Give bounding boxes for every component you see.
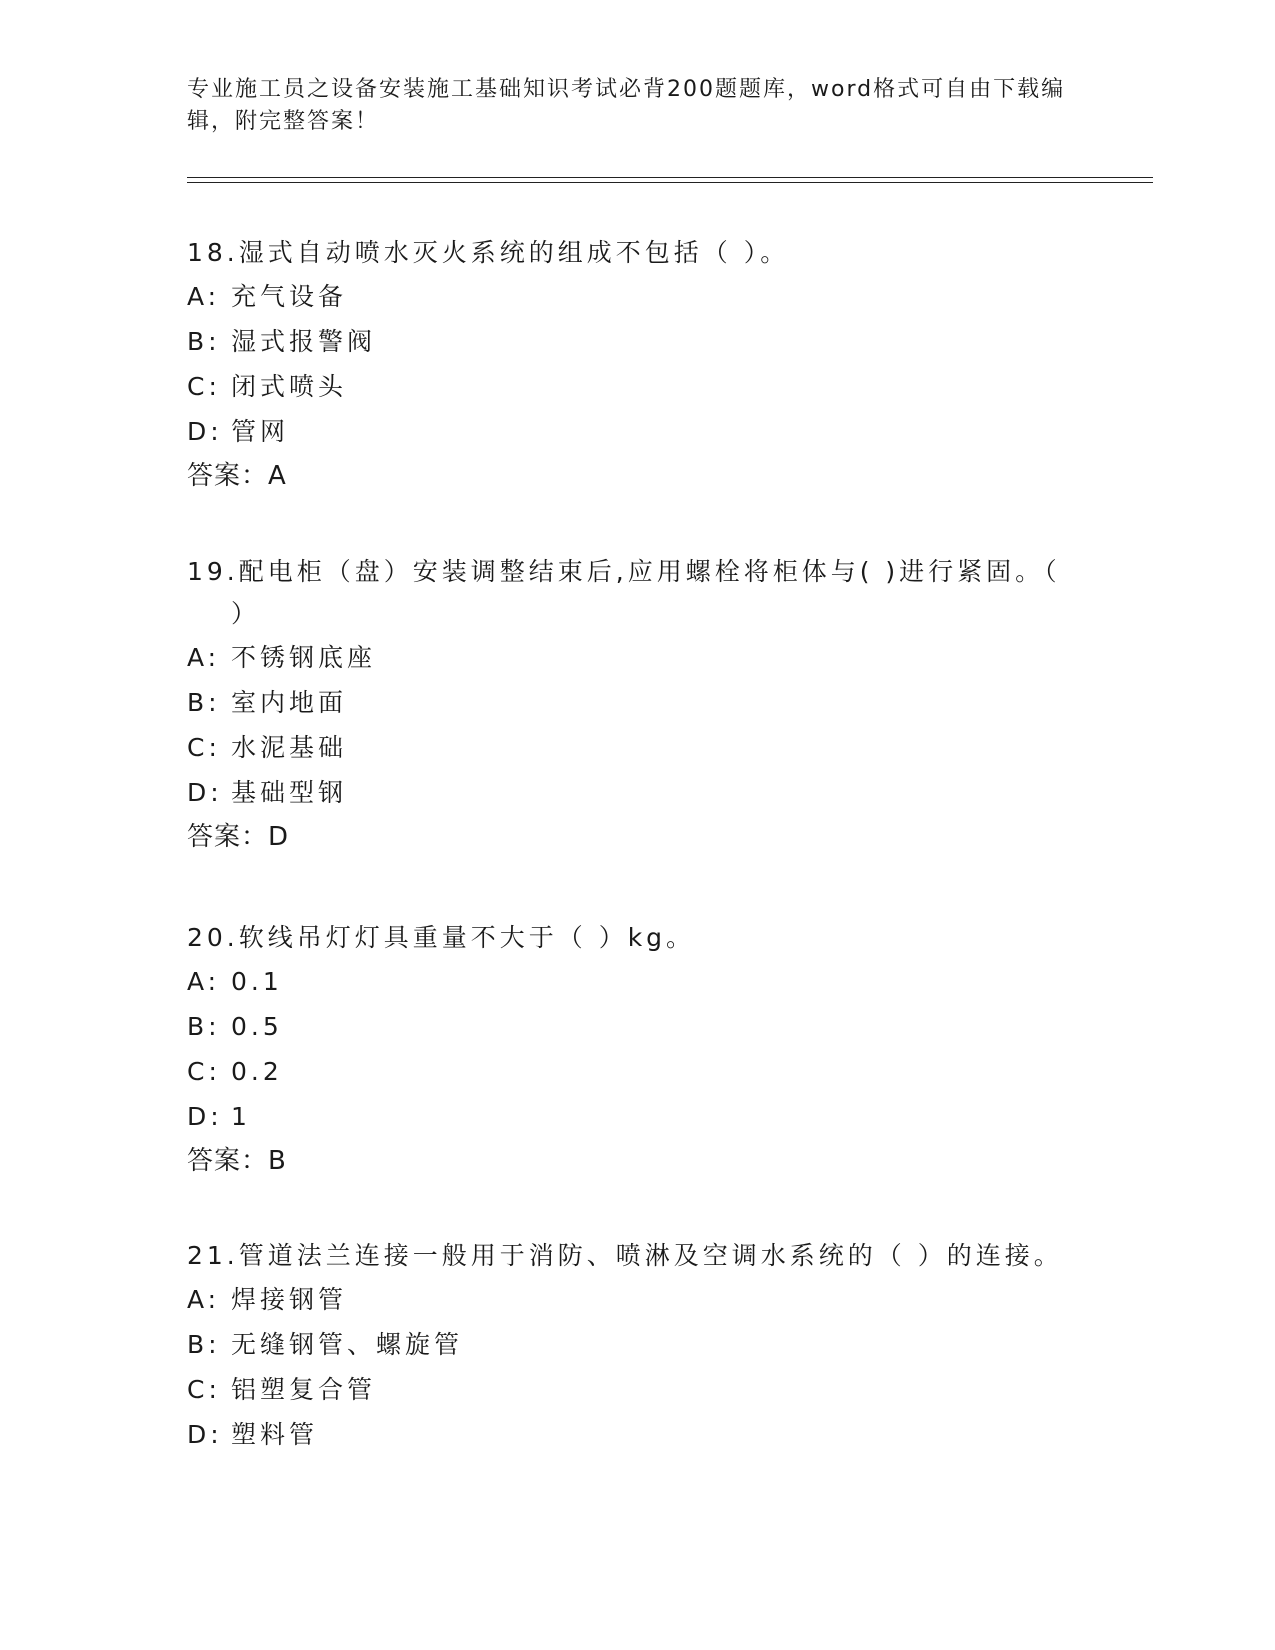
option-key: A: bbox=[187, 282, 221, 311]
option-key: C: bbox=[187, 372, 221, 401]
option-b bbox=[187, 319, 1067, 364]
option-key: D: bbox=[187, 1102, 223, 1131]
option-key: B: bbox=[187, 1012, 221, 1041]
document-header-title: 专业施工员之设备安装施工基础知识考试必背200题题库，word格式可自由下载编辑，附完整答案！ bbox=[187, 77, 1066, 134]
question-18 bbox=[187, 232, 1067, 499]
question-20 bbox=[187, 917, 1067, 1184]
option-text: 闭式喷头 bbox=[231, 372, 348, 401]
option-a bbox=[187, 1277, 1067, 1322]
option-key: B: bbox=[187, 688, 221, 717]
option-text: 0.2 bbox=[231, 1057, 283, 1086]
question-stem: 19.配电柜（盘）安装调整结束后,应用螺栓将柜体与( )进行紧固。（ ） bbox=[187, 557, 1061, 628]
option-key: D: bbox=[187, 1420, 223, 1449]
option-key: D: bbox=[187, 778, 223, 807]
answer-line: 答案：D bbox=[187, 822, 290, 852]
option-a bbox=[187, 959, 1067, 1004]
option-a bbox=[187, 274, 1067, 319]
option-d bbox=[187, 1412, 1067, 1457]
option-text: 基础型钢 bbox=[231, 778, 348, 807]
option-key: C: bbox=[187, 733, 221, 762]
option-c bbox=[187, 1367, 1067, 1412]
answer-line: 答案：B bbox=[187, 1146, 287, 1176]
option-text: 充气设备 bbox=[231, 282, 348, 311]
header-divider-top bbox=[187, 177, 1153, 178]
option-text: 焊接钢管 bbox=[231, 1285, 348, 1314]
option-text: 水泥基础 bbox=[231, 733, 348, 762]
option-b bbox=[187, 1004, 1067, 1049]
option-key: C: bbox=[187, 1057, 221, 1086]
option-d bbox=[187, 770, 1067, 815]
option-text: 湿式报警阀 bbox=[231, 327, 377, 356]
option-key: A: bbox=[187, 1285, 221, 1314]
question-21 bbox=[187, 1235, 1067, 1457]
option-text: 无缝钢管、螺旋管 bbox=[231, 1330, 464, 1359]
option-text: 铝塑复合管 bbox=[231, 1375, 377, 1404]
option-b bbox=[187, 1322, 1067, 1367]
option-c bbox=[187, 725, 1067, 770]
option-key: C: bbox=[187, 1375, 221, 1404]
answer-line: 答案：A bbox=[187, 461, 287, 491]
header-divider-bottom bbox=[187, 182, 1153, 183]
option-text: 不锈钢底座 bbox=[231, 643, 377, 672]
option-key: D: bbox=[187, 417, 223, 446]
option-key: A: bbox=[187, 967, 221, 996]
option-d bbox=[187, 1094, 1067, 1139]
option-c bbox=[187, 1049, 1067, 1094]
option-key: B: bbox=[187, 327, 221, 356]
option-key: A: bbox=[187, 643, 221, 672]
option-text: 室内地面 bbox=[231, 688, 348, 717]
option-key: B: bbox=[187, 1330, 221, 1359]
option-text: 1 bbox=[231, 1102, 251, 1131]
option-text: 管网 bbox=[231, 417, 290, 446]
option-text: 0.5 bbox=[231, 1012, 283, 1041]
question-19 bbox=[187, 551, 1067, 860]
question-stem: 20.软线吊灯灯具重量不大于（ ）kg。 bbox=[187, 923, 696, 952]
question-stem: 21.管道法兰连接一般用于消防、喷淋及空调水系统的（ ）的连接。 bbox=[187, 1241, 1063, 1270]
option-b bbox=[187, 680, 1067, 725]
option-a bbox=[187, 635, 1067, 680]
question-stem: 18.湿式自动喷水灭火系统的组成不包括（ ）。 bbox=[187, 238, 790, 267]
option-d bbox=[187, 409, 1067, 454]
option-text: 0.1 bbox=[231, 967, 283, 996]
option-c bbox=[187, 364, 1067, 409]
option-text: 塑料管 bbox=[231, 1420, 319, 1449]
